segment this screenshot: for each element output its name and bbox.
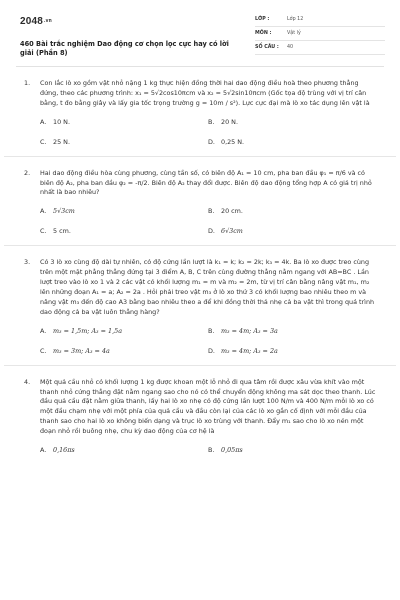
option-letter: B. xyxy=(208,326,215,335)
option-text: 6√3cm xyxy=(221,227,243,236)
option-text: 0,05πs xyxy=(221,446,243,455)
option-letter: A. xyxy=(40,446,47,455)
logo-text: 2048 xyxy=(20,16,44,27)
question-text: Hai dao động điều hòa cùng phương, cùng tần số, có biên độ A₁ = 10 cm, pha ban đầu φ₁ = π/6 và có biên độ A₂, pha ban đầu φ₂ = -π/2. Biên độ A₂ thay đổi được. Biên độ dao động tổng hợp A có giá trị nhỏ nhất là bao nhiêu? xyxy=(40,168,372,197)
option-letter: B. xyxy=(208,207,215,216)
question-text: Có 3 lò xo cùng độ dài tự nhiên, có độ cứng lần lượt là k₁ = k; k₂ = 2k; k₃ = 4k. Ba lò xo được treo cùng trên một mặt phẳng thẳng đứng tại 3 điểm A, B, C trên cùng đường thẳng nằm ngang với AB=BC . Lần lượt treo vào lò xo 1 và 2 các vật có khối lượng m₁ = m và m₂ = 2m, từ vị trí cân bằng nâng vật m₁, m₂ lên những đoạn A₁ = a; A₂ = 2a . Hỏi phải treo vật m₃ ở lò xo thứ 3 có khối lượng bao nhiêu theo m và nâng vật m₃ đến độ cao A3 bằng bao nhiêu theo a để khi đồng thời thả nhẹ cả ba vật thì trong quá trình dao động cả ba vật luôn thẳng hàng? xyxy=(40,258,375,316)
logo-suffix: .vn xyxy=(44,18,52,24)
answer-option-a[interactable] xyxy=(40,118,208,128)
option-letter: B. xyxy=(208,446,215,455)
answer-option-c[interactable] xyxy=(40,138,208,148)
document-title: 460 Bài trắc nghiệm Dao động cơ chọn lọc cực hay có lời giải (Phần 8) xyxy=(20,39,229,57)
answer-option-d[interactable] xyxy=(208,347,376,357)
answer-option-b[interactable] xyxy=(208,207,376,217)
option-letter: A. xyxy=(40,117,47,126)
option-text: 20 cm. xyxy=(221,207,243,216)
option-text: 0,25 N. xyxy=(221,137,245,146)
option-letter: D. xyxy=(208,227,215,236)
answer-option-b[interactable] xyxy=(208,118,376,128)
meta-value: Lớp 12 xyxy=(287,16,304,22)
question-4 xyxy=(4,366,396,464)
document-meta xyxy=(255,13,385,55)
option-letter: C. xyxy=(40,227,47,236)
question-number: 4. xyxy=(24,377,31,386)
question-text: Một quả cầu nhỏ có khối lượng 1 kg được khoan một lỗ nhỏ đi qua tâm rồi được xâu vừa khít vào một thanh nhỏ cứng thẳng đặt nằm ngang sao cho nó có thể chuyển động không ma sát dọc theo thanh. Lúc đầu quả cầu đặt nằm giữa thanh, lấy hai lò xo nhẹ có độ cứng lần lượt 100 N/m và 400 N/m mỗi lò xo có một đầu chạm nhẹ với một phía của quả cầu và đầu còn lại của các lò xo gắn cố định với mỗi đầu của thanh sao cho hai lò xo không biến dạng và trục lò xo trùng với thanh. Đẩy m₁ sao cho lò xo nén một đoạn nhỏ rồi buông nhẹ, chu kỳ dao động của cơ hệ là xyxy=(40,377,376,436)
answer-options xyxy=(24,118,376,148)
option-text: m₃ = 4m; A₃ = 3a xyxy=(221,326,278,335)
option-text: m₃ = 4m; A₃ = 2a xyxy=(221,346,278,355)
document-header xyxy=(0,0,400,66)
option-letter: C. xyxy=(40,137,47,146)
answer-option-c[interactable] xyxy=(40,227,208,237)
option-letter: B. xyxy=(208,117,215,126)
option-text: 10 N. xyxy=(53,117,70,126)
question-number: 3. xyxy=(24,258,31,267)
meta-key: LỚP : xyxy=(255,16,270,22)
option-text: 5 cm. xyxy=(53,227,71,236)
option-letter: A. xyxy=(40,326,47,335)
option-letter: A. xyxy=(40,207,47,216)
option-text: 20 N. xyxy=(221,117,238,126)
meta-key: SỐ CÂU : xyxy=(255,44,279,50)
answer-options xyxy=(24,446,376,456)
meta-row-count xyxy=(255,41,385,55)
question-number: 2. xyxy=(24,168,31,177)
answer-option-c[interactable] xyxy=(40,347,208,357)
answer-option-a[interactable] xyxy=(40,446,208,456)
answer-option-a[interactable] xyxy=(40,207,208,217)
question-3 xyxy=(4,246,396,365)
answer-option-b[interactable] xyxy=(208,327,376,337)
meta-value: Vật lý xyxy=(287,30,301,36)
option-letter: D. xyxy=(208,137,215,146)
option-text: m₃ = 3m; A₃ = 4a xyxy=(53,346,110,355)
option-text: m₃ = 1,5m; A₃ = 1,5a xyxy=(53,326,123,335)
option-letter: D. xyxy=(208,346,215,355)
answer-option-d[interactable] xyxy=(208,138,376,148)
answer-options xyxy=(24,327,376,357)
option-text: 5√3cm xyxy=(53,207,75,216)
option-letter: C. xyxy=(40,346,47,355)
answer-option-a[interactable] xyxy=(40,327,208,337)
meta-row-subject xyxy=(255,27,385,41)
answer-options xyxy=(24,207,376,237)
question-2 xyxy=(4,157,396,247)
option-text: 0,16πs xyxy=(53,446,75,455)
meta-row-class xyxy=(255,13,385,27)
question-text: Con lắc lò xo gồm vật nhỏ nặng 1 kg thực hiện đồng thời hai dao động điều hoà theo phương thẳng đứng, theo các phương trình: x₁ = 5√2cos10πcm và x₂ = 5√2sin10πcm (Gốc tọa độ trùng với vị trí cân bằng, t đo bằng giây và lấy gia tốc trọng trường g = 10m / s²). Lực cực đại mà lò xo tác dụng lên vật là xyxy=(40,79,370,107)
meta-value: 40 xyxy=(287,44,294,50)
meta-key: MÔN : xyxy=(255,30,272,36)
answer-option-d[interactable] xyxy=(208,227,376,237)
option-text: 25 N. xyxy=(53,137,70,146)
question-1 xyxy=(4,67,396,157)
answer-option-b[interactable] xyxy=(208,446,376,456)
question-number: 1. xyxy=(24,79,31,87)
